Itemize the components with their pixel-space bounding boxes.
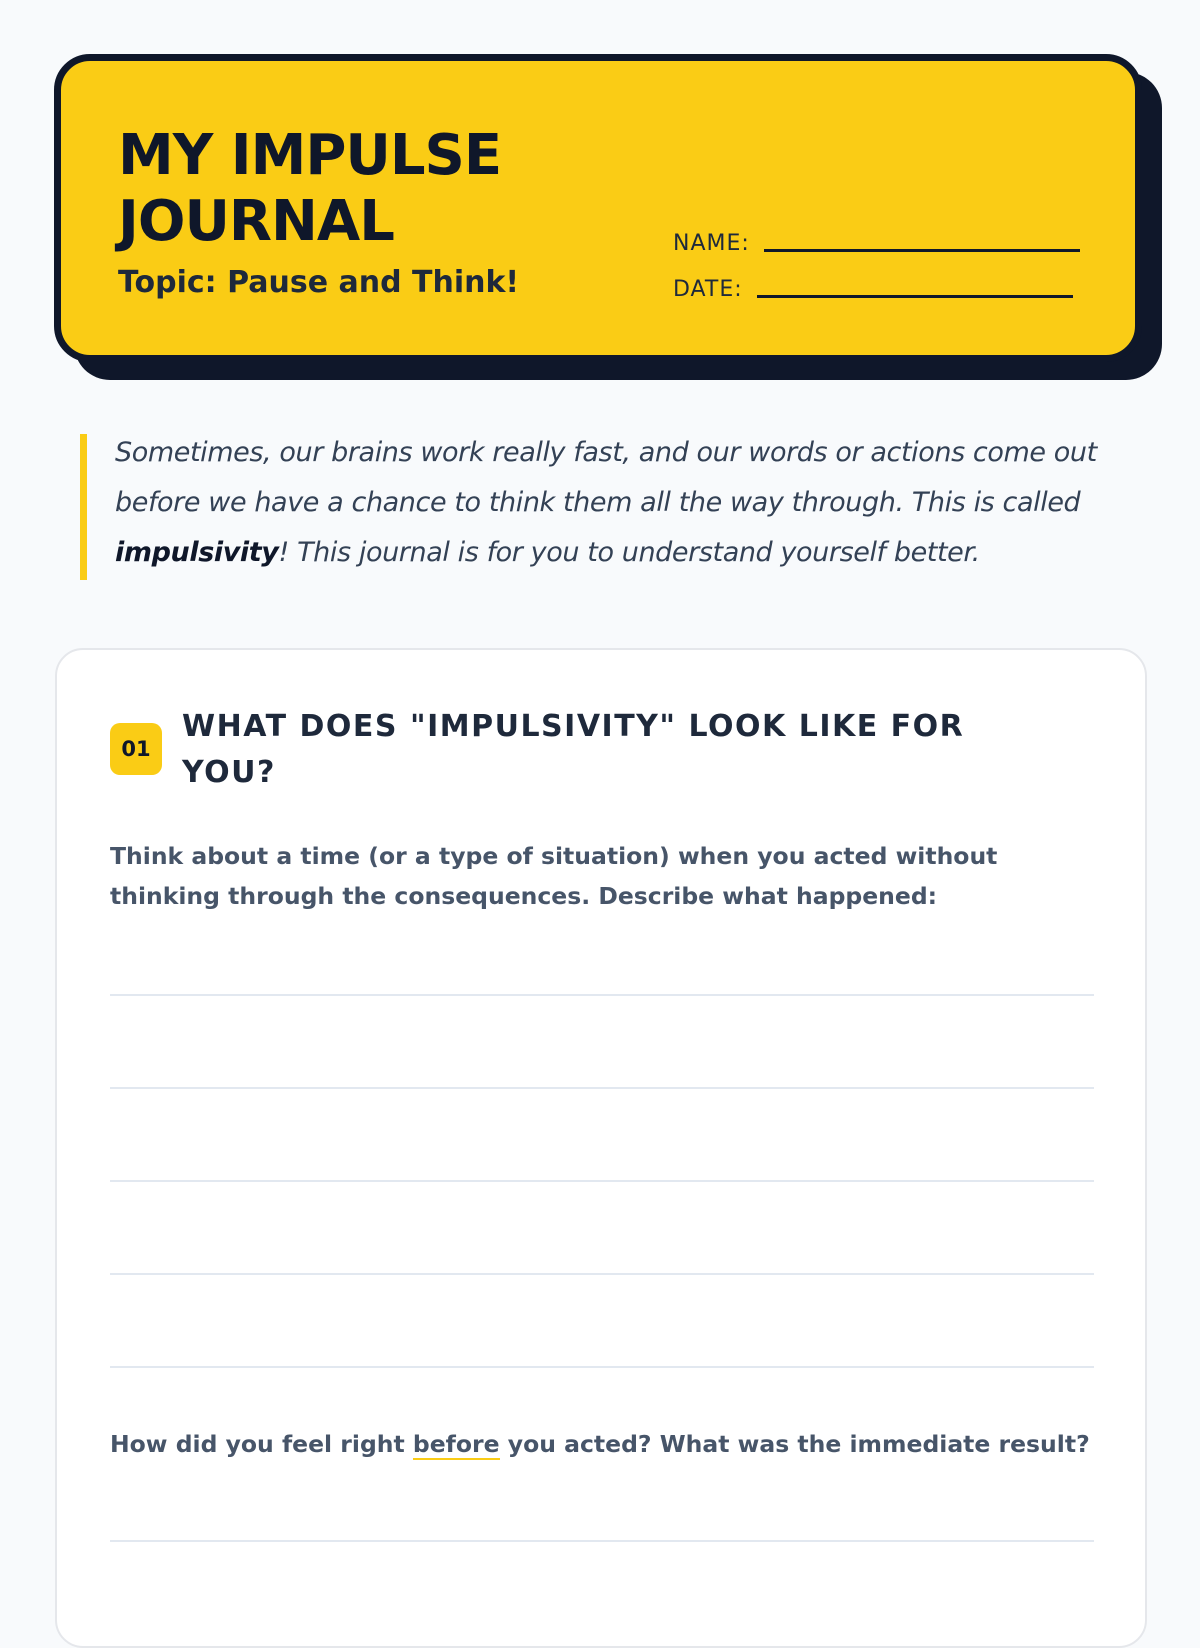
prompt-2-end: you acted? What was the immediate result?: [499, 1430, 1090, 1458]
answer-line[interactable]: [110, 1180, 1094, 1182]
prompt-2-start: How did you feel right: [110, 1430, 413, 1458]
date-field[interactable]: [673, 277, 1073, 302]
name-field[interactable]: [673, 231, 1080, 256]
header-card: [54, 54, 1142, 362]
name-write-line[interactable]: [764, 249, 1080, 252]
date-label: DATE:: [673, 277, 743, 302]
date-write-line[interactable]: [757, 295, 1073, 298]
page-subtitle: Topic: Pause and Think!: [118, 265, 520, 300]
answer-line[interactable]: [110, 994, 1094, 996]
intro-text: [115, 428, 1126, 578]
page-title: MY IMPULSE JOURNAL: [118, 123, 502, 254]
question-number-badge: 01: [110, 723, 162, 775]
intro-text-end: ! This journal is for you to understand yourself better.: [278, 537, 980, 568]
answer-line[interactable]: [110, 1087, 1094, 1089]
answer-line[interactable]: [110, 1540, 1094, 1542]
intro-callout: [80, 434, 1126, 580]
answer-line[interactable]: [110, 1273, 1094, 1275]
question-card: [55, 648, 1147, 1648]
intro-emphasis: impulsivity: [115, 537, 279, 568]
question-prompt-2: [110, 1424, 1100, 1464]
name-label: NAME:: [673, 231, 750, 256]
answer-line[interactable]: [110, 1366, 1094, 1368]
intro-text-start: Sometimes, our brains work really fast, and our words or actions come out before we have a chance to think them all the way through. This is called: [115, 437, 1097, 518]
question-title: WHAT DOES "IMPULSIVITY" LOOK LIKE FOR YOU?: [182, 709, 965, 790]
question-prompt-1: Think about a time (or a type of situation) when you acted without thinking through the consequences. Describe what happened:: [110, 842, 998, 910]
prompt-2-underlined: before: [412, 1430, 500, 1458]
